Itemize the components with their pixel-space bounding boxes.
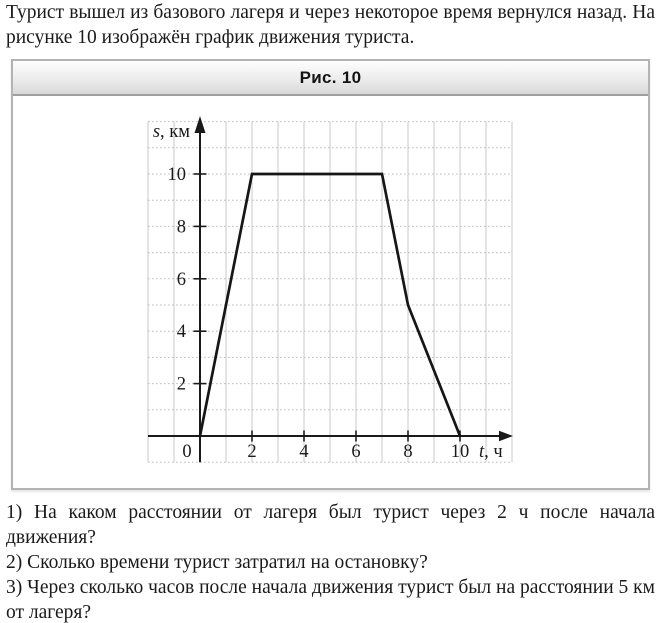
y-tick-label: 10 (167, 165, 186, 185)
question-3: 3) Через сколько часов после начала движения турист был на расстоянии 5 км от лагеря? (6, 577, 655, 623)
plot-area (13, 96, 648, 488)
x-tick-label: 10 (450, 442, 470, 462)
problem-statement: Турист вышел из базового лагеря и через некоторое время вернулся назад. На рисунке 10 изображён график движения туриста. (6, 2, 655, 48)
y-axis-label: s, км (152, 122, 190, 142)
y-tick-label: 8 (176, 217, 186, 238)
x-tick-label: 6 (351, 442, 361, 462)
origin-label: 0 (182, 442, 192, 462)
x-tick-label: 8 (403, 442, 413, 462)
questions-block (6, 500, 655, 623)
figure-10 (11, 59, 650, 490)
movement-graph (13, 96, 648, 488)
x-axis-label: t, ч (479, 442, 503, 462)
x-tick-label: 4 (299, 442, 309, 462)
figure-caption: Рис. 10 (13, 61, 648, 96)
question-1: 1) На каком расстоянии от лагеря был турист через 2 ч после начала движения? (6, 502, 655, 548)
y-axis-arrow-icon (195, 116, 206, 133)
y-tick-label: 4 (176, 322, 186, 343)
x-tick-label: 2 (247, 442, 257, 462)
y-tick-label: 6 (176, 269, 186, 290)
question-2: 2) Сколько времени турист затратил на остановку? (6, 552, 428, 573)
y-tick-label: 2 (176, 374, 186, 395)
x-axis-arrow-icon (499, 431, 513, 442)
